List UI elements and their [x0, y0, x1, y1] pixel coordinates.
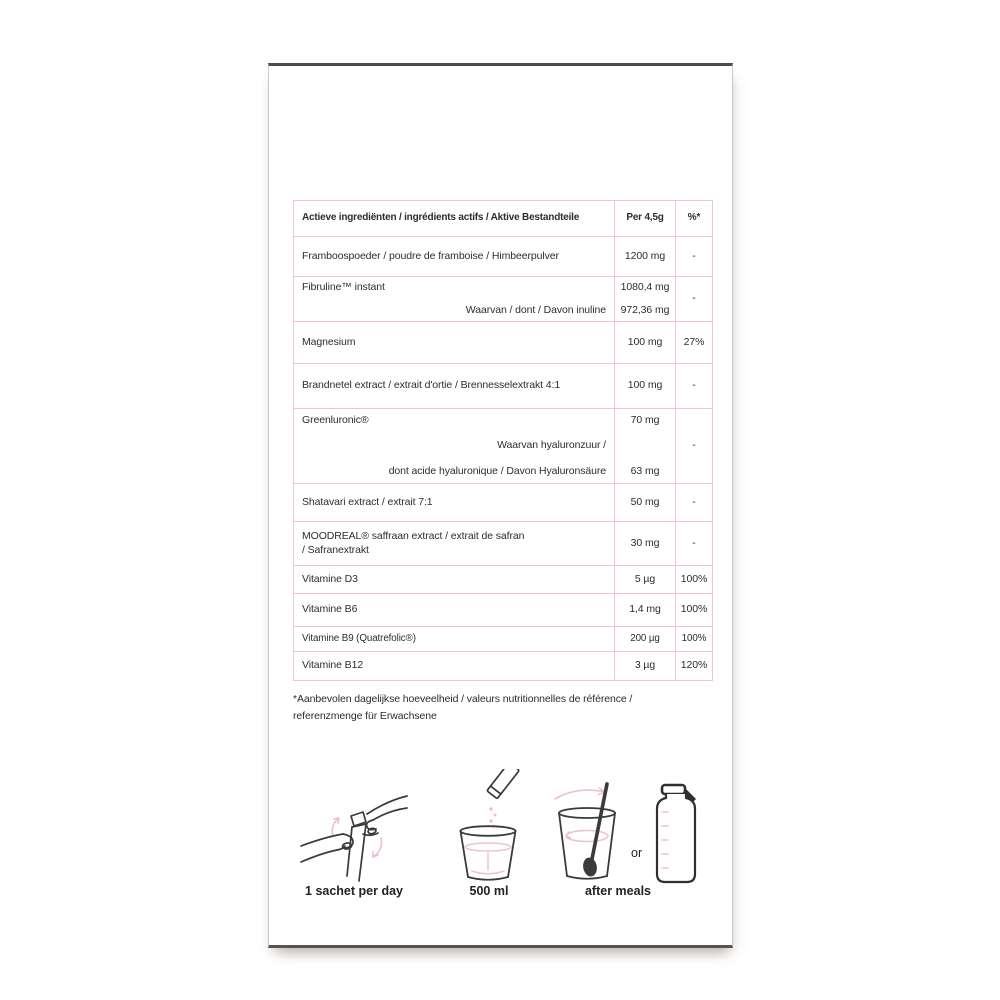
ingredient-name-main: Greenluronic® — [302, 413, 369, 426]
ingredient-name — [294, 409, 615, 484]
ingredient-amount — [615, 409, 676, 484]
amount-sub: 63 mg — [630, 465, 660, 478]
table-row — [294, 322, 713, 364]
ingredient-amount: 1,4 mg — [615, 594, 676, 627]
ingredient-amount: 200 µg — [615, 627, 676, 652]
ingredient-name: Shatavari extract / extrait 7:1 — [294, 484, 615, 522]
ingredient-pct: 100% — [676, 627, 713, 652]
ingredient-amount: 3 µg — [615, 652, 676, 681]
ingredients-table — [293, 200, 713, 681]
table-row — [294, 652, 713, 681]
ingredient-pct: - — [676, 364, 713, 409]
table-header-row — [294, 201, 713, 237]
ingredient-name-sub: Waarvan / dont / Davon inuline — [465, 304, 606, 317]
pour-stick-into-glass-icon — [437, 769, 541, 884]
ingredient-pct: 100% — [676, 594, 713, 627]
ingredient-name: Vitamine B6 — [294, 594, 615, 627]
after-meals-label: after meals — [584, 884, 651, 898]
rda-footnote-line1: *Aanbevolen dagelijkse hoeveelheid / valeurs nutritionnelles de référence / — [293, 693, 633, 705]
or-label: or — [631, 846, 643, 860]
table-row — [294, 409, 713, 484]
ingredient-name-main: Fibruline™ instant — [302, 280, 385, 293]
ingredient-pct: - — [676, 237, 713, 277]
sachet-per-day-label: 1 sachet per day — [305, 884, 403, 898]
ingredient-name-line1: MOODREAL® saffraan extract / extrait de safran — [302, 530, 525, 543]
table-row — [294, 627, 713, 652]
ingredient-name: Vitamine D3 — [294, 566, 615, 594]
stir-spoon-glass-icon — [541, 779, 646, 886]
ingredient-name-sub2: dont acide hyaluronique / Davon Hyaluronsäure — [388, 465, 606, 478]
table-row — [294, 594, 713, 627]
ingredient-pct: - — [676, 409, 713, 484]
header-percent-rda: %* — [676, 201, 713, 237]
ingredient-pct: 120% — [676, 652, 713, 681]
product-box-back-panel — [268, 63, 733, 948]
table-row — [294, 522, 713, 566]
volume-label: 500 ml — [469, 884, 509, 898]
amount-sub: 972,36 mg — [620, 304, 670, 317]
ingredient-amount: 100 mg — [615, 322, 676, 364]
ingredient-name-sub1: Waarvan hyaluronzuur / — [497, 439, 606, 452]
amount-main: 1080,4 mg — [620, 280, 670, 293]
amount-main: 70 mg — [630, 413, 660, 426]
table-row — [294, 566, 713, 594]
ingredient-pct: - — [676, 277, 713, 322]
ingredient-name: Framboospoeder / poudre de framboise / Himbeerpulver — [294, 237, 615, 277]
ingredient-amount: 5 µg — [615, 566, 676, 594]
table-row — [294, 277, 713, 322]
rda-footnote — [293, 691, 632, 725]
header-ingredients: Actieve ingrediënten / ingrédients actifs / Aktive Bestandteile — [294, 201, 615, 237]
ingredient-amount: 1200 mg — [615, 237, 676, 277]
ingredient-name-line2: / Safranextrakt — [302, 543, 369, 556]
rda-footnote-line2: referenzmenge für Erwachsene — [293, 709, 437, 722]
ingredient-pct: - — [676, 484, 713, 522]
ingredient-name: Brandnetel extract / extrait d'ortie / Brennesselextrakt 4:1 — [294, 364, 615, 409]
table-row — [294, 484, 713, 522]
ingredient-name — [294, 522, 615, 566]
ingredient-amount: 50 mg — [615, 484, 676, 522]
ingredient-pct: 27% — [676, 322, 713, 364]
ingredient-pct: - — [676, 522, 713, 566]
ingredient-pct: 100% — [676, 566, 713, 594]
ingredient-amount: 30 mg — [615, 522, 676, 566]
ingredient-name: Vitamine B12 — [294, 652, 615, 681]
ingredient-name — [294, 277, 615, 322]
ingredient-name: Vitamine B9 (Quatrefolic®) — [294, 627, 615, 652]
table-row — [294, 237, 713, 277]
tear-sachet-icon — [299, 784, 409, 882]
header-per-serving: Per 4,5g — [615, 201, 676, 237]
ingredient-name: Magnesium — [294, 322, 615, 364]
bottle-icon — [649, 782, 703, 888]
ingredient-amount: 100 mg — [615, 364, 676, 409]
table-row — [294, 364, 713, 409]
ingredient-amount — [615, 277, 676, 322]
